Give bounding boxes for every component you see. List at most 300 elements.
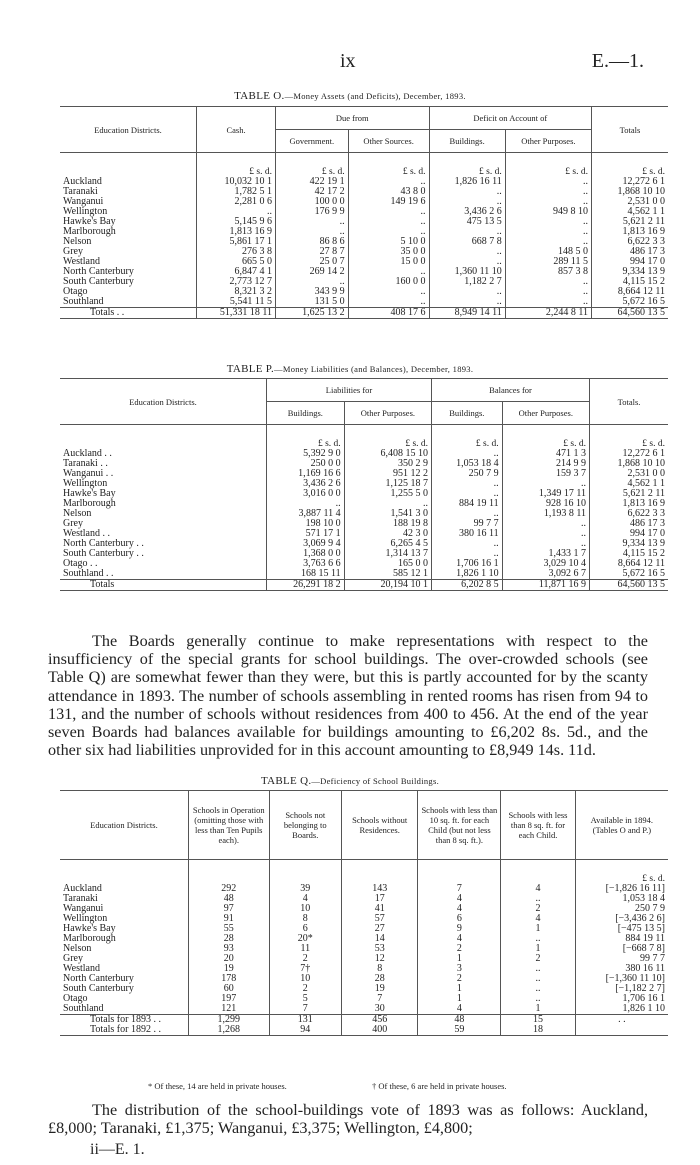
- table-row: [60, 187, 668, 197]
- cell-value: 25 0 7: [276, 257, 349, 267]
- cell-value: 178: [188, 974, 269, 984]
- cell-value: 1: [418, 994, 501, 1004]
- cell-value: [−1,182 2 7]: [575, 984, 668, 994]
- cell-value: 1,706 16 1: [432, 559, 503, 569]
- cell-value: 343 9 9: [276, 287, 349, 297]
- cell-value: ..: [348, 207, 429, 217]
- cell-value: 12,272 6 1: [590, 449, 669, 459]
- table-o: [60, 106, 668, 319]
- cell-value: 165 0 0: [344, 559, 431, 569]
- totals-value: 408 17 6: [348, 308, 429, 319]
- table-row: [60, 509, 668, 519]
- cell-value: ..: [276, 227, 349, 237]
- cell-value: 250 7 9: [575, 904, 668, 914]
- cell-value: 5,621 2 11: [590, 489, 669, 499]
- cell-value: 2,531 0 0: [590, 469, 669, 479]
- table-row: [60, 974, 668, 984]
- district-name: Hawke's Bay: [63, 923, 116, 934]
- cell-value: 30: [341, 1004, 418, 1015]
- footnote-star: * Of these, 14 are held in private houses.: [148, 1081, 287, 1091]
- cell-value: ..: [505, 237, 591, 247]
- cell-value: 3,029 10 4: [502, 559, 589, 569]
- col-operation: Schools in Operation (omitting those with less than Ten Pupils each).: [188, 791, 269, 860]
- cell-value: 6,622 3 3: [592, 237, 669, 247]
- cell-value: 28: [341, 974, 418, 984]
- group-due-from: Due from: [276, 107, 430, 130]
- cell-value: ..: [429, 257, 505, 267]
- table-row: [60, 267, 668, 277]
- district-name: Otago . .: [63, 558, 98, 569]
- cell-value: 1: [501, 1004, 575, 1015]
- cell-value: 8,664 12 11: [592, 287, 669, 297]
- cell-value: [−475 13 5]: [575, 924, 668, 934]
- cell-value: 1,125 18 7: [344, 479, 431, 489]
- district-name: Taranaki: [63, 893, 98, 904]
- cell-value: 7†: [269, 964, 341, 974]
- cell-value: 250 0 0: [267, 459, 345, 469]
- cell-value: 91: [188, 914, 269, 924]
- district-name: Wellington: [63, 913, 108, 924]
- cell-value: ..: [432, 549, 503, 559]
- cell-value: 5,672 16 5: [590, 569, 669, 580]
- page-header: [0, 50, 700, 80]
- cell-value: 668 7 8: [429, 237, 505, 247]
- cell-value: 994 17 0: [592, 257, 669, 267]
- district-name: Wanganui: [63, 903, 104, 914]
- cell-value: 7: [341, 994, 418, 1004]
- cell-value: ..: [432, 479, 503, 489]
- col-less-8sqft: Schools with less than 8 sq. ft. for each Child.: [501, 791, 575, 860]
- cell-value: 99 7 7: [432, 519, 503, 529]
- cell-value: 1: [501, 944, 575, 954]
- cell-value: ..: [501, 974, 575, 984]
- document-reference: E.—1.: [591, 50, 644, 72]
- cell-value: 289 11 5: [505, 257, 591, 267]
- cell-value: 7: [269, 1004, 341, 1015]
- cell-value: 3,069 9 4: [267, 539, 345, 549]
- cell-value: 57: [341, 914, 418, 924]
- cell-value: 4: [269, 894, 341, 904]
- totals-value: 11,871 16 9: [502, 580, 589, 591]
- district-name: Marlborough: [63, 226, 116, 237]
- cell-value: 6: [269, 924, 341, 934]
- paragraph-buildings-grants: The Boards generally continue to make representations with respect to the insufficiency of the special grants for school buildings. The over-crowded schools (see Table Q) are somewhat fewer than they were, but this is partly accounted for by the scanty attendance in 1893. The number of schools assembling in rented rooms has risen from 94 to 131, and the number of schools without residences from 400 to 456. At the end of the year seven Boards had balances available for buildings amounting to £6,202 8s. 5d., and the other six had liabilities unprovided for in this account amounting to £8,949 14s. 11d.: [48, 632, 648, 760]
- cell-value: 8,664 12 11: [590, 559, 669, 569]
- cell-value: 250 7 9: [432, 469, 503, 479]
- col-district: Education Districts.: [60, 379, 267, 425]
- cell-value: 6,408 15 10: [344, 449, 431, 459]
- cell-value: 276 3 8: [197, 247, 276, 257]
- cell-value: 884 19 11: [432, 499, 503, 509]
- totals-row: [60, 308, 668, 319]
- group-deficit: Deficit on Account of: [429, 107, 591, 130]
- totals-value: 456: [341, 1015, 418, 1026]
- totals-value: 1,625 13 2: [276, 308, 349, 319]
- col-district: Education Districts.: [60, 791, 188, 860]
- district-name: Auckland: [63, 176, 102, 187]
- cell-value: 121: [188, 1004, 269, 1015]
- cell-value: 2: [269, 984, 341, 994]
- col-without-residences: Schools without Residences.: [341, 791, 418, 860]
- cell-value: 97: [188, 904, 269, 914]
- cell-value: ..: [502, 519, 589, 529]
- cell-value: 4: [501, 914, 575, 924]
- col-less-10sqft: Schools with less than 10 sq. ft. for each Child (but not less than 8 sq. ft.).: [418, 791, 501, 860]
- cell-value: ..: [429, 187, 505, 197]
- totals-label: Totals: [90, 579, 115, 590]
- cell-value: 5: [269, 994, 341, 1004]
- cell-value: 149 19 6: [348, 197, 429, 207]
- cell-value: 665 5 0: [197, 257, 276, 267]
- cell-value: 5,621 2 11: [592, 217, 669, 227]
- cell-value: 19: [188, 964, 269, 974]
- cell-value: 994 17 0: [590, 529, 669, 539]
- cell-value: ..: [429, 197, 505, 207]
- totals-label: Totals for 1892 . .: [90, 1024, 161, 1035]
- cell-value: 5 10 0: [348, 237, 429, 247]
- cell-value: ..: [505, 187, 591, 197]
- cell-value: 9: [418, 924, 501, 934]
- cell-value: ..: [429, 297, 505, 308]
- lsd-row: £ s. d. £ s. d. £ s. d. £ s. d. £ s. d. £ s. d.: [60, 167, 668, 177]
- cell-value: 2: [501, 954, 575, 964]
- district-name: Wanganui . .: [63, 468, 114, 479]
- table-q-title: TABLE Q.—Deficiency of School Buildings.: [260, 775, 440, 787]
- cell-value: 1,360 11 10: [429, 267, 505, 277]
- cell-value: 176 9 9: [276, 207, 349, 217]
- table-row: [60, 207, 668, 217]
- signature-mark: ii—E. 1.: [90, 1141, 145, 1158]
- footnote-dagger: † Of these, 6 are held in private houses.: [372, 1081, 507, 1091]
- cell-value: [−668 7 8]: [575, 944, 668, 954]
- table-row: [60, 884, 668, 894]
- cell-value: 2: [501, 904, 575, 914]
- district-name: South Canterbury . .: [63, 548, 144, 559]
- cell-value: 6,847 4 1: [197, 267, 276, 277]
- cell-value: 198 10 0: [267, 519, 345, 529]
- cell-value: 4,115 15 2: [592, 277, 669, 287]
- district-name: Taranaki . .: [63, 458, 108, 469]
- district-name: North Canterbury: [63, 973, 134, 984]
- district-name: Grey: [63, 518, 83, 529]
- cell-value: 2: [269, 954, 341, 964]
- cell-value: 1,868 10 10: [592, 187, 669, 197]
- col-district: Education Districts.: [60, 107, 197, 153]
- cell-value: 41: [341, 904, 418, 914]
- cell-value: 292: [188, 884, 269, 894]
- cell-value: 28: [188, 934, 269, 944]
- table-row: [60, 924, 668, 934]
- cell-value: ..: [501, 934, 575, 944]
- cell-value: 1,349 17 11: [502, 489, 589, 499]
- cell-value: 2,773 12 7: [197, 277, 276, 287]
- cell-value: ..: [505, 197, 591, 207]
- totals-value: 1,299: [188, 1015, 269, 1026]
- cell-value: 350 2 9: [344, 459, 431, 469]
- cell-value: 884 19 11: [575, 934, 668, 944]
- district-name: Otago: [63, 286, 88, 297]
- cell-value: 9,334 13 9: [590, 539, 669, 549]
- table-row: [60, 569, 668, 580]
- cell-value: 3,436 2 6: [429, 207, 505, 217]
- cell-value: 1: [501, 924, 575, 934]
- totals-value: 20,194 10 1: [344, 580, 431, 591]
- cell-value: 27: [341, 924, 418, 934]
- cell-value: 10: [269, 974, 341, 984]
- cell-value: ..: [348, 227, 429, 237]
- cell-value: [−1,826 16 11]: [575, 884, 668, 894]
- col-liab-buildings: Buildings.: [267, 402, 345, 425]
- table-row: [60, 177, 668, 187]
- totals-value: 48: [418, 1015, 501, 1026]
- cell-value: 3,016 0 0: [267, 489, 345, 499]
- cell-value: ..: [348, 287, 429, 297]
- cell-value: 1,193 8 11: [502, 509, 589, 519]
- cell-value: 3: [418, 964, 501, 974]
- totals-value: . .: [575, 1015, 668, 1026]
- table-o-title: TABLE O.—Money Assets (and Deficits), December, 1893.: [234, 90, 466, 102]
- totals-value: 15: [501, 1015, 575, 1026]
- district-name: Marlborough: [63, 498, 116, 509]
- district-name: Wellington: [63, 478, 108, 489]
- cell-value: 10: [269, 904, 341, 914]
- cell-value: ..: [505, 297, 591, 308]
- cell-value: 42 17 2: [276, 187, 349, 197]
- cell-value: ..: [276, 277, 349, 287]
- col-cash: Cash.: [197, 107, 276, 153]
- cell-value: 20: [188, 954, 269, 964]
- table-row: [60, 904, 668, 914]
- page-number: ix: [340, 50, 356, 72]
- totals-value: 26,291 18 2: [267, 580, 345, 591]
- table-row: [60, 964, 668, 974]
- lsd-row: £ s. d.: [60, 874, 668, 884]
- totals-value: 94: [269, 1025, 341, 1036]
- cell-value: 2: [418, 944, 501, 954]
- cell-value: ..: [197, 207, 276, 217]
- cell-value: 143: [341, 884, 418, 894]
- totals-value: 59: [418, 1025, 501, 1036]
- col-bal-buildings: Buildings.: [432, 402, 503, 425]
- cell-value: 93: [188, 944, 269, 954]
- cell-value: 951 12 2: [344, 469, 431, 479]
- col-other-sources: Other Sources.: [348, 130, 429, 153]
- cell-value: 1,782 5 1: [197, 187, 276, 197]
- cell-value: 42 3 0: [344, 529, 431, 539]
- table-row: [60, 217, 668, 227]
- district-name: South Canterbury: [63, 983, 134, 994]
- table-row: [60, 277, 668, 287]
- district-name: Marlborough: [63, 933, 116, 944]
- totals-1892-row: [60, 1025, 668, 1036]
- district-name: Nelson: [63, 943, 92, 954]
- cell-value: 1,826 16 11: [429, 177, 505, 187]
- table-row: [60, 934, 668, 944]
- district-name: North Canterbury . .: [63, 538, 144, 549]
- cell-value: 1,813 16 9: [592, 227, 669, 237]
- cell-value: 1: [418, 954, 501, 964]
- cell-value: 1,826 1 10: [432, 569, 503, 580]
- cell-value: 1,182 2 7: [429, 277, 505, 287]
- cell-value: ..: [505, 227, 591, 237]
- cell-value: 17: [341, 894, 418, 904]
- cell-value: ..: [344, 499, 431, 509]
- totals-value: 64,560 13 5: [590, 580, 669, 591]
- cell-value: 197: [188, 994, 269, 1004]
- cell-value: 7: [418, 884, 501, 894]
- cell-value: ..: [429, 287, 505, 297]
- cell-value: 4: [418, 934, 501, 944]
- cell-value: 3,763 6 6: [267, 559, 345, 569]
- cell-value: ..: [432, 489, 503, 499]
- cell-value: 6: [418, 914, 501, 924]
- col-liab-other: Other Purposes.: [344, 402, 431, 425]
- group-balances: Balances for: [432, 379, 590, 402]
- cell-value: 1,053 18 4: [432, 459, 503, 469]
- cell-value: 1,255 5 0: [344, 489, 431, 499]
- cell-value: 422 19 1: [276, 177, 349, 187]
- table-row: [60, 984, 668, 994]
- cell-value: 1: [418, 984, 501, 994]
- district-name: Hawke's Bay: [63, 216, 116, 227]
- cell-value: ..: [505, 177, 591, 187]
- table-p: [60, 378, 668, 591]
- totals-label: Totals for 1893 . .: [90, 1014, 161, 1025]
- totals-row: [60, 580, 668, 591]
- district-name: Westland . .: [63, 528, 110, 539]
- cell-value: 3,887 11 4: [267, 509, 345, 519]
- table-row: [60, 994, 668, 1004]
- cell-value: 1,813 16 9: [590, 499, 669, 509]
- cell-value: 4: [418, 894, 501, 904]
- totals-value: [575, 1025, 668, 1036]
- col-not-belonging: Schools not belonging to Boards.: [269, 791, 341, 860]
- totals-value: 131: [269, 1015, 341, 1026]
- district-name: Auckland . .: [63, 448, 112, 459]
- table-row: [60, 519, 668, 529]
- cell-value: ..: [501, 984, 575, 994]
- cell-value: ..: [502, 529, 589, 539]
- cell-value: 4,562 1 1: [592, 207, 669, 217]
- cell-value: 86 8 6: [276, 237, 349, 247]
- cell-value: ..: [432, 509, 503, 519]
- totals-value: 8,949 14 11: [429, 308, 505, 319]
- cell-value: 486 17 3: [592, 247, 669, 257]
- cell-value: 43 8 0: [348, 187, 429, 197]
- cell-value: 159 3 7: [502, 469, 589, 479]
- cell-value: ..: [432, 449, 503, 459]
- cell-value: 9,334 13 9: [592, 267, 669, 277]
- totals-value: 400: [341, 1025, 418, 1036]
- cell-value: 99 7 7: [575, 954, 668, 964]
- col-totals: Totals: [592, 107, 669, 153]
- district-name: Grey: [63, 953, 83, 964]
- cell-value: ..: [267, 499, 345, 509]
- table-row: [60, 944, 668, 954]
- cell-value: 55: [188, 924, 269, 934]
- cell-value: 1,433 1 7: [502, 549, 589, 559]
- district-name: Southland . .: [63, 568, 114, 579]
- district-name: Auckland: [63, 883, 102, 894]
- totals-value: 51,331 18 11: [197, 308, 276, 319]
- cell-value: 3,436 2 6: [267, 479, 345, 489]
- cell-value: 12: [341, 954, 418, 964]
- cell-value: ..: [348, 297, 429, 308]
- cell-value: 188 19 8: [344, 519, 431, 529]
- cell-value: ..: [505, 217, 591, 227]
- cell-value: 4,115 15 2: [590, 549, 669, 559]
- cell-value: 168 15 11: [267, 569, 345, 580]
- cell-value: ..: [502, 479, 589, 489]
- district-name: Southland: [63, 296, 104, 307]
- cell-value: [−3,436 2 6]: [575, 914, 668, 924]
- cell-value: 4: [418, 1004, 501, 1015]
- cell-value: 475 13 5: [429, 217, 505, 227]
- district-name: Hawke's Bay: [63, 488, 116, 499]
- cell-value: ..: [276, 217, 349, 227]
- cell-value: 131 5 0: [276, 297, 349, 308]
- cell-value: ..: [502, 539, 589, 549]
- col-bal-other: Other Purposes.: [502, 402, 589, 425]
- cell-value: 486 17 3: [590, 519, 669, 529]
- cell-value: 5,672 16 5: [592, 297, 669, 308]
- district-name: North Canterbury: [63, 266, 134, 277]
- cell-value: 35 0 0: [348, 247, 429, 257]
- cell-value: ..: [348, 177, 429, 187]
- district-name: Wellington: [63, 206, 108, 217]
- cell-value: ..: [348, 267, 429, 277]
- district-name: Otago: [63, 993, 88, 1004]
- cell-value: 39: [269, 884, 341, 894]
- cell-value: 100 0 0: [276, 197, 349, 207]
- lsd-row: £ s. d. £ s. d. £ s. d. £ s. d. £ s. d.: [60, 439, 668, 449]
- cell-value: 1,541 3 0: [344, 509, 431, 519]
- table-row: [60, 1004, 668, 1015]
- cell-value: 6,622 3 3: [590, 509, 669, 519]
- cell-value: 2,531 0 0: [592, 197, 669, 207]
- cell-value: 19: [341, 984, 418, 994]
- cell-value: ..: [432, 539, 503, 549]
- cell-value: 1,368 0 0: [267, 549, 345, 559]
- cell-value: 20*: [269, 934, 341, 944]
- cell-value: ..: [429, 247, 505, 257]
- col-totals: Totals.: [590, 379, 669, 425]
- cell-value: 60: [188, 984, 269, 994]
- cell-value: 1,706 16 1: [575, 994, 668, 1004]
- cell-value: 14: [341, 934, 418, 944]
- cell-value: [−1,360 11 10]: [575, 974, 668, 984]
- table-p-title: TABLE P.—Money Liabilities (and Balances), December, 1893.: [226, 363, 474, 375]
- district-name: South Canterbury: [63, 276, 134, 287]
- totals-value: 2,244 8 11: [505, 308, 591, 319]
- cell-value: 2,281 0 6: [197, 197, 276, 207]
- cell-value: 3,092 6 7: [502, 569, 589, 580]
- cell-value: 269 14 2: [276, 267, 349, 277]
- table-q: [60, 790, 668, 1036]
- cell-value: 4: [418, 904, 501, 914]
- cell-value: 53: [341, 944, 418, 954]
- district-name: Wanganui: [63, 196, 104, 207]
- cell-value: 857 3 8: [505, 267, 591, 277]
- cell-value: ..: [505, 287, 591, 297]
- cell-value: 4,562 1 1: [590, 479, 669, 489]
- table-row: [60, 529, 668, 539]
- cell-value: 6,265 4 5: [344, 539, 431, 549]
- cell-value: 8: [269, 914, 341, 924]
- cell-value: 27 8 7: [276, 247, 349, 257]
- cell-value: 928 16 10: [502, 499, 589, 509]
- district-name: Southland: [63, 1003, 104, 1014]
